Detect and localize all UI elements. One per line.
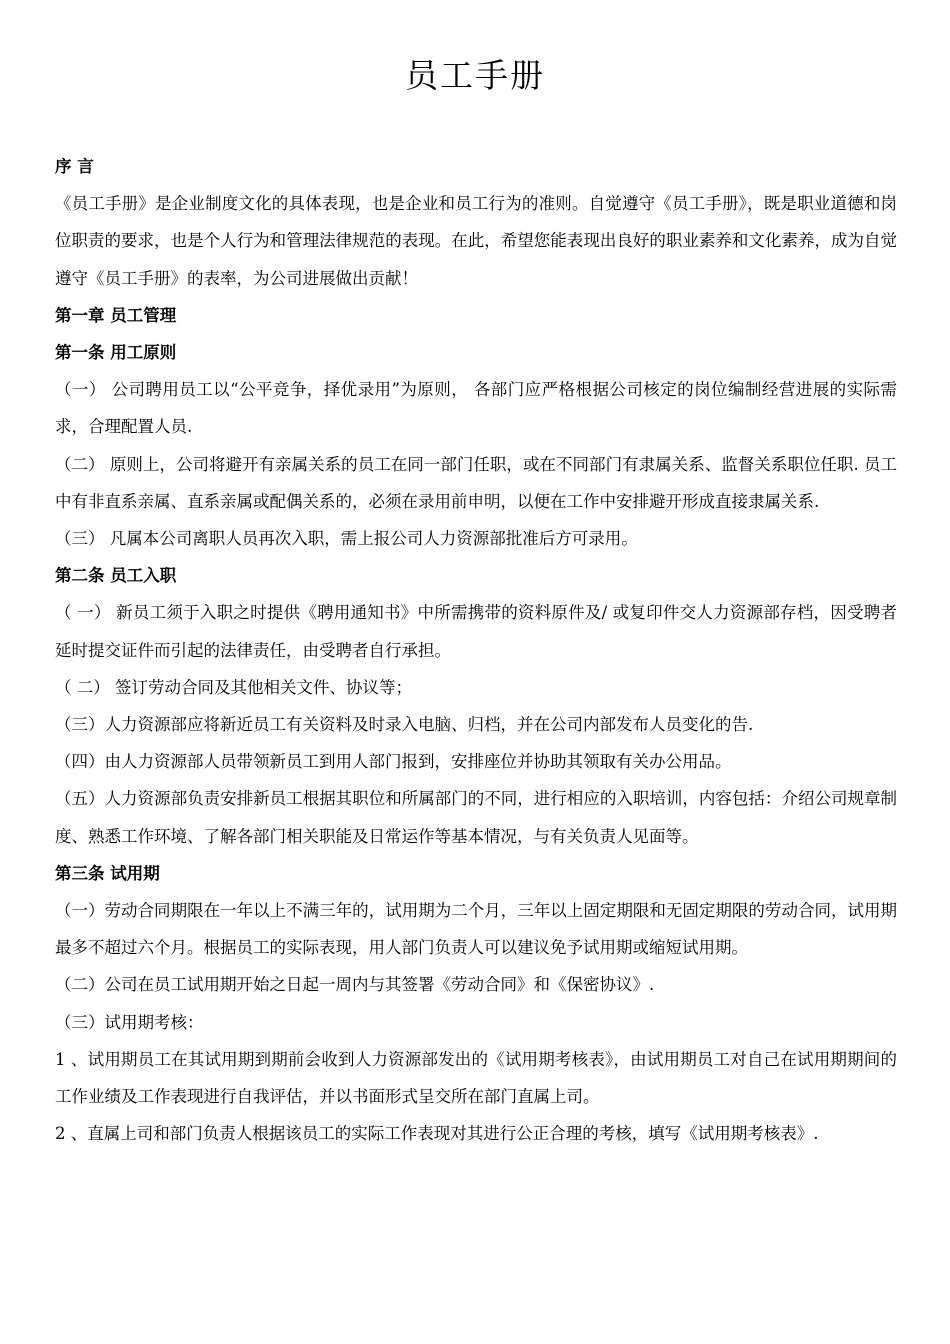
page-title: 员工手册 (405, 56, 545, 95)
article-3-item: 1 、试用期员工在其试用期到期前会收到人力资源部发出的《试用期考核表》，由试用期员工对自己在试用期期间的工作业绩及工作表现进行自我评估，并以书面形式呈交所在部门直属上司。 (55, 1049, 897, 1107)
article-2-item: （五）人力资源部负责安排新员工根据其职位和所属部门的不同，进行相应的入职培训，内容包括：介绍公司规章制度、熟悉工作环境、了解各部门相关职能及日常运作等基本情况，与有关负责人见面等。 (55, 789, 897, 846)
article-2-item: （三）人力资源部应将新近员工有关资料及时录入电脑、归档，并在公司内部发布人员变化的告. (55, 715, 754, 735)
article-3-item: （三）试用期考核： (55, 1012, 204, 1032)
article-3-item: 2 、直属上司和部门负责人根据该员工的实际工作表现对其进行公正合理的考核，填写《试用期考核表》. (55, 1124, 819, 1144)
document-body (55, 148, 897, 1152)
article-1-item: （二） 原则上，公司将避开有亲属关系的员工在同一部门任职，或在不同部门有隶属关系、监督关系职位任职. 员工中有非直系亲属、直系亲属或配偶关系的，必须在录用前申明，以便在工作中安排避开形成直接隶属关系. (55, 454, 897, 511)
article-3-item: （一）劳动合同期限在一年以上不满三年的，试用期为二个月，三年以上固定期限和无固定期限的劳动合同，试用期最多不超过六个月。根据员工的实际表现，用人部门负责人可以建议免予试用期或缩短试用期。 (55, 901, 897, 958)
article-2-item: （ 二） 签订劳动合同及其他相关文件、协议等； (55, 677, 412, 697)
article-3-item: （二）公司在员工试用期开始之日起一周内与其签署《劳动合同》和《保密协议》. (55, 975, 655, 995)
article-2-item: （ 一） 新员工须于入职之时提供《聘用通知书》中所需携带的资料原件及/ 或复印件交人力资源部存档，因受聘者延时提交证件而引起的法律责任，由受聘者自行承担。 (55, 603, 897, 660)
article-1-item: （三） 凡属本公司离职人员再次入职，需上报公司人力资源部批准后方可录用。 (55, 529, 638, 549)
preface-heading: 序 言 (55, 157, 94, 176)
article-2-heading: 第二条 员工入职 (55, 566, 177, 586)
chapter-heading: 第一章 员工管理 (55, 305, 177, 325)
article-1-heading: 第一条 用工原则 (55, 343, 177, 363)
article-3-heading: 第三条 试用期 (55, 863, 160, 883)
article-1-item: （一） 公司聘用员工以“公平竞争，择优录用”为原则， 各部门应严格根据公司核定的岗位编制经营进展的实际需求，合理配置人员. (55, 380, 897, 437)
article-2-item: （四）由人力资源部人员带领新员工到用人部门报到，安排座位并协助其领取有关办公用品。 (55, 752, 732, 772)
preface-text: 《员工手册》是企业制度文化的具体表现，也是企业和员工行为的准则。自觉遵守《员工手册》，既是职业道德和岗位职责的要求，也是个人行为和管理法律规范的表现。在此，希望您能表现出良好的职业素养和文化素养，成为自觉遵守《员工手册》的表率，为公司进展做出贡献！ (55, 194, 897, 288)
